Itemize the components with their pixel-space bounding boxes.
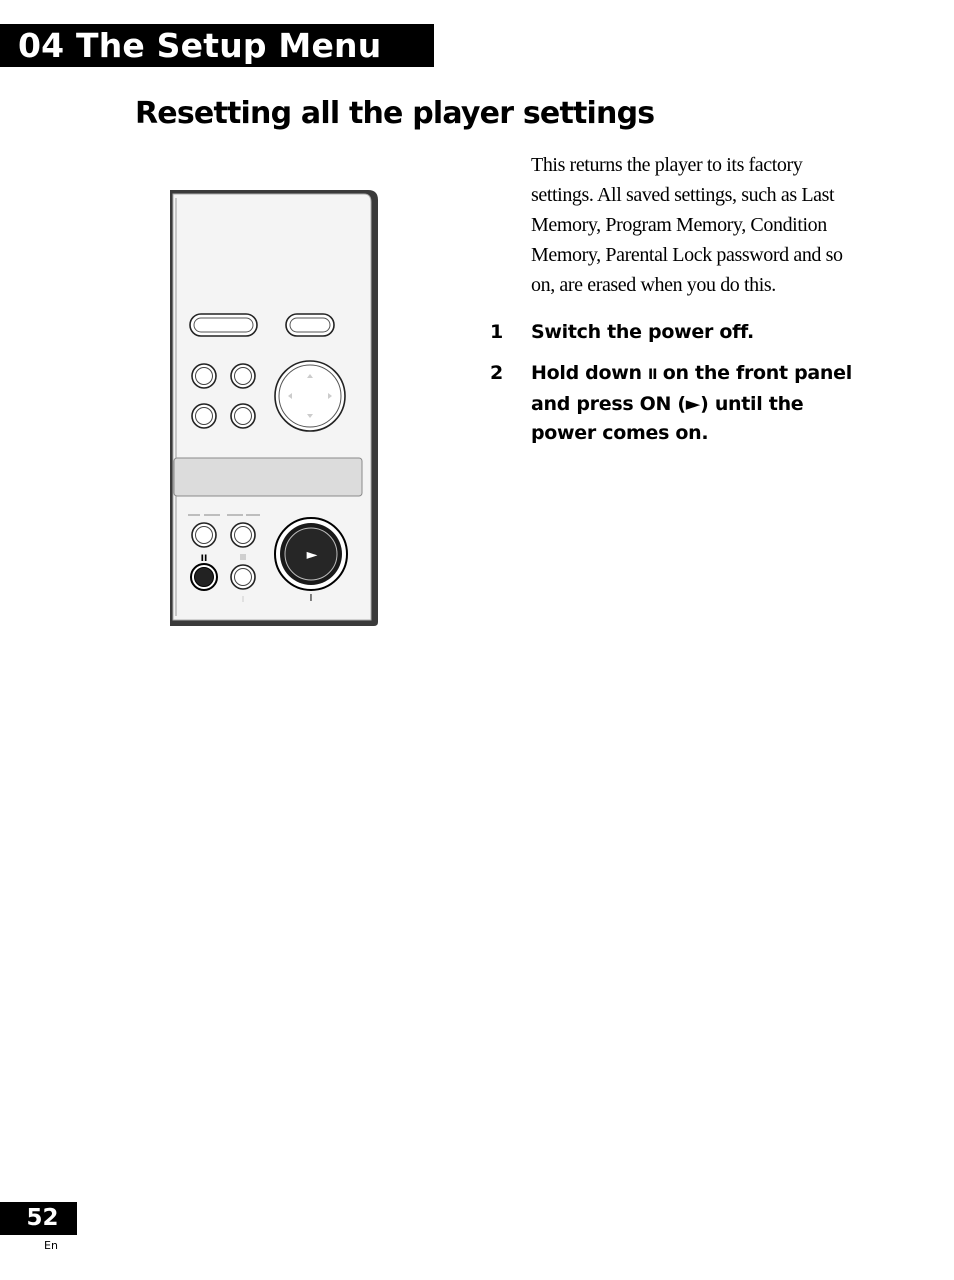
power-mark-label: I <box>309 593 313 604</box>
play-on-button[interactable] <box>275 518 347 590</box>
function-button[interactable] <box>231 364 255 388</box>
page-number: 52 <box>0 1202 77 1235</box>
step-item-2 <box>490 359 870 448</box>
skip-back-button[interactable] <box>192 523 216 547</box>
skip-forward-button[interactable] <box>231 523 255 547</box>
play-icon: ► <box>306 547 318 563</box>
cursor-dial[interactable] <box>275 361 345 431</box>
steps-list <box>490 318 870 460</box>
step-number: 1 <box>490 321 503 343</box>
menu-button[interactable] <box>286 314 334 336</box>
step-item-1 <box>490 318 870 347</box>
language-label: En <box>44 1239 58 1252</box>
stop-mark-icon <box>240 554 246 560</box>
pause-mark-label: II <box>200 554 208 564</box>
function-button[interactable] <box>192 364 216 388</box>
intro-paragraph: This returns the player to its factory settings. All saved settings, such as Last Memory, Program Memory, Condition Memory, Parental Lock password and so on, are erased when you do this. <box>531 154 843 296</box>
stop-button[interactable] <box>231 565 255 589</box>
step-text: Switch the power off. <box>531 321 754 343</box>
page-title: Resetting all the player settings <box>135 96 655 131</box>
open-close-button[interactable] <box>190 314 257 336</box>
pause-button[interactable] <box>191 564 217 590</box>
pause-symbol: II <box>648 367 657 383</box>
function-button[interactable] <box>192 404 216 428</box>
step-number: 2 <box>490 362 503 384</box>
step-text: Hold down <box>531 362 649 384</box>
front-panel-illustration <box>168 188 382 630</box>
function-button[interactable] <box>231 404 255 428</box>
chapter-header: 04 The Setup Menu <box>0 24 434 67</box>
step-text-end: on the front panel and press ON (►) until the power comes on. <box>531 362 852 444</box>
display-window <box>174 458 362 496</box>
